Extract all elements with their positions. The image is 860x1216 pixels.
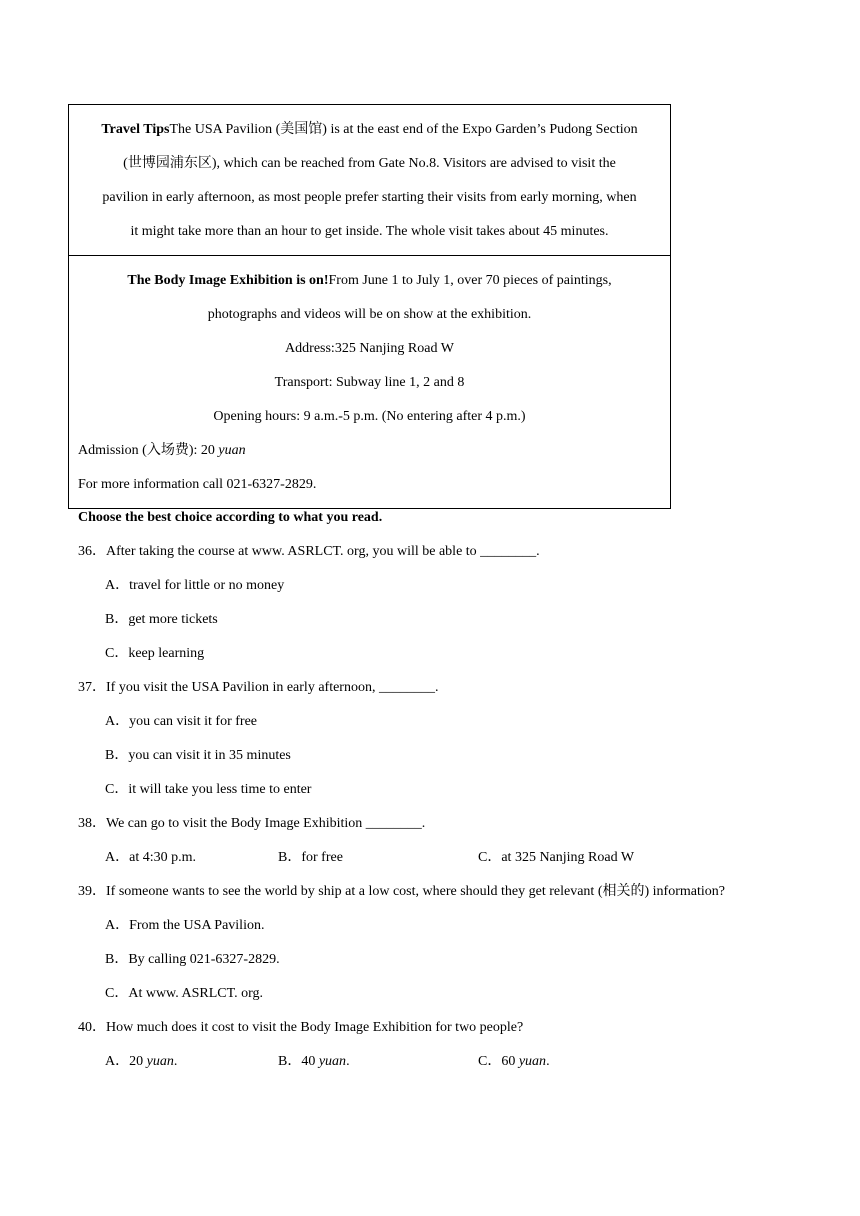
travel-tips-line: [77, 113, 662, 147]
instruction-text: Choose the best choice according to what you read.: [78, 510, 383, 525]
passage-box: [68, 104, 671, 509]
option[interactable]: A．From the USA Pavilion.: [105, 918, 265, 933]
admission-unit: yuan: [218, 443, 246, 458]
option[interactable]: A．at 4:30 p.m.: [105, 850, 196, 865]
option[interactable]: B．By calling 021-6327-2829.: [105, 952, 280, 967]
travel-tips-text: The USA Pavilion (美国馆) is at the east end of the Expo Garden’s Pudong Section: [169, 122, 638, 137]
option-unit: yuan: [518, 1054, 547, 1069]
option[interactable]: B．for free: [278, 850, 343, 865]
travel-tips-line: pavilion in early afternoon, as most people prefer starting their visits from early morning, when: [102, 190, 637, 205]
travel-tips-line: (世博园浦东区), which can be reached from Gate No.8. Visitors are advised to visit the: [123, 156, 616, 171]
option-suffix: .: [173, 1054, 178, 1069]
travel-tips-heading: Travel Tips: [101, 122, 170, 137]
exhibition-cell: [69, 255, 670, 508]
option[interactable]: [278, 1045, 478, 1079]
travel-tips-cell: [69, 105, 670, 255]
option-unit: yuan: [146, 1054, 174, 1069]
option[interactable]: C．at 325 Nanjing Road W: [478, 850, 635, 865]
instruction: [78, 501, 848, 535]
travel-tips-line: it might take more than an hour to get inside. The whole visit takes about 45 minutes.: [130, 224, 609, 239]
option-suffix: .: [546, 1054, 550, 1069]
exhibition-more-info: For more information call 021-6327-2829.: [78, 477, 317, 492]
question-stem: 38．We can go to visit the Body Image Exhibition ________.: [78, 816, 426, 831]
question-stem: 36．After taking the course at www. ASRLCT. org, you will be able to ________.: [78, 544, 540, 559]
option[interactable]: [105, 1045, 278, 1079]
option-prefix: A．20: [105, 1054, 147, 1069]
option[interactable]: B．you can visit it in 35 minutes: [105, 748, 291, 763]
option[interactable]: [478, 1045, 550, 1079]
exhibition-text: From June 1 to July 1, over 70 pieces of paintings,: [328, 273, 612, 288]
exhibition-hours: Opening hours: 9 a.m.-5 p.m. (No entering after 4 p.m.): [213, 409, 526, 424]
option[interactable]: A．you can visit it for free: [105, 714, 258, 729]
question-stem: 40．How much does it cost to visit the Body Image Exhibition for two people?: [78, 1020, 524, 1035]
option-row: [78, 841, 848, 875]
exhibition-heading: The Body Image Exhibition is on!: [127, 273, 329, 288]
question-stem: 37．If you visit the USA Pavilion in early afternoon, ________.: [78, 680, 439, 695]
option[interactable]: C．it will take you less time to enter: [105, 782, 312, 797]
exhibition-admission: [77, 434, 662, 468]
option-suffix: .: [346, 1054, 350, 1069]
option[interactable]: A．travel for little or no money: [105, 578, 285, 593]
admission-label: Admission (入场费): 20: [78, 443, 219, 458]
exhibition-line: photographs and videos will be on show at the exhibition.: [207, 307, 532, 322]
option-row: [78, 1045, 848, 1079]
exhibition-address: Address:325 Nanjing Road W: [285, 341, 454, 356]
option[interactable]: B．get more tickets: [105, 612, 218, 627]
exhibition-line: [77, 264, 662, 298]
questions-section: [78, 501, 848, 1079]
option[interactable]: C．keep learning: [105, 646, 205, 661]
option-prefix: B．40: [278, 1054, 319, 1069]
exhibition-transport: Transport: Subway line 1, 2 and 8: [274, 375, 465, 390]
option[interactable]: C．At www. ASRLCT. org.: [105, 986, 264, 1001]
question-stem: 39．If someone wants to see the world by ship at a low cost, where should they get relevant (相关的) information?: [78, 884, 725, 899]
option-prefix: C．60: [478, 1054, 519, 1069]
option-unit: yuan: [318, 1054, 347, 1069]
